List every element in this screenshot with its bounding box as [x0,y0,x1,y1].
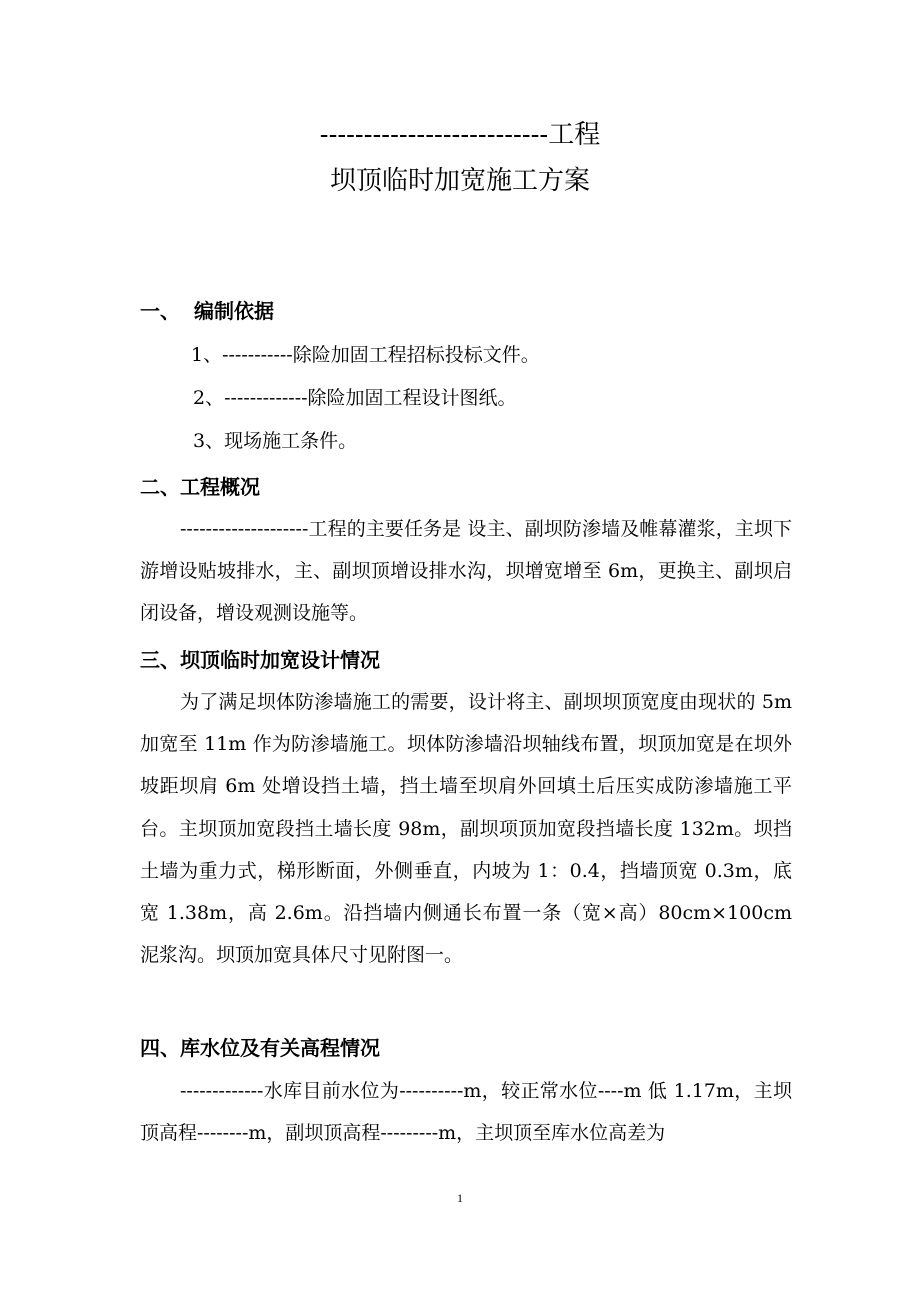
basis-item-2: 2、-------------除险加固工程设计图纸。 [193,387,517,409]
section-heading-2: 二、工程概况 [140,475,260,499]
widening-design-paragraph: 为了满足坝体防渗墙施工的需要，设计将主、副坝坝顶宽度由现状的 5m 加宽至 11m 作为防渗墙施工。坝体防渗墙沿坝轴线布置，坝顶加宽是在坝外坡距坝肩 6m 处增设挡土墙，挡土墙至坝肩外回填土后压实成防渗墙施工平台。主坝顶加宽段挡土墙长度 98m，副坝项顶加宽段挡墙长度 132m。坝挡土墙为重力式，梯形断面，外侧垂直，内坡为 1：0.4，挡墙顶宽 0.3m，底宽 1.38m，高 2.6m。沿挡墙内侧通长布置一条（宽×高）80cm×100cm 泥浆沟。坝顶加宽具体尺寸见附图一。 [140,691,792,967]
basis-item-1: 1、-----------除险加固工程招标投标文件。 [191,344,540,366]
water-level-paragraph: -------------水库目前水位为----------m，较正常水位----m 低 1.17m，主坝顶高程--------m，副坝顶高程---------m，主坝顶至库水位高差为 [140,1080,792,1145]
basis-item-3: 3、现场施工条件。 [193,430,358,452]
project-overview-paragraph: --------------------工程的主要任务是 设主、副坝防渗墙及帷幕灌浆，主坝下游增设贴坡排水，主、副坝顶增设排水沟，坝增宽增至 6m，更换主、副坝启闭设备，增设观测设施等。 [140,518,792,625]
section-number-1: 一、 [140,299,180,323]
page-number: 1 [457,1191,463,1205]
section-heading-1-text: 编制依据 [194,299,274,323]
section-heading-3: 三、坝顶临时加宽设计情况 [140,648,380,672]
section-heading-1 [140,297,274,325]
section-heading-4: 四、库水位及有关高程情况 [140,1036,380,1060]
document-title-line1: --------------------------工程 [319,120,601,150]
document-title-line2: 坝顶临时加宽施工方案 [329,166,590,196]
